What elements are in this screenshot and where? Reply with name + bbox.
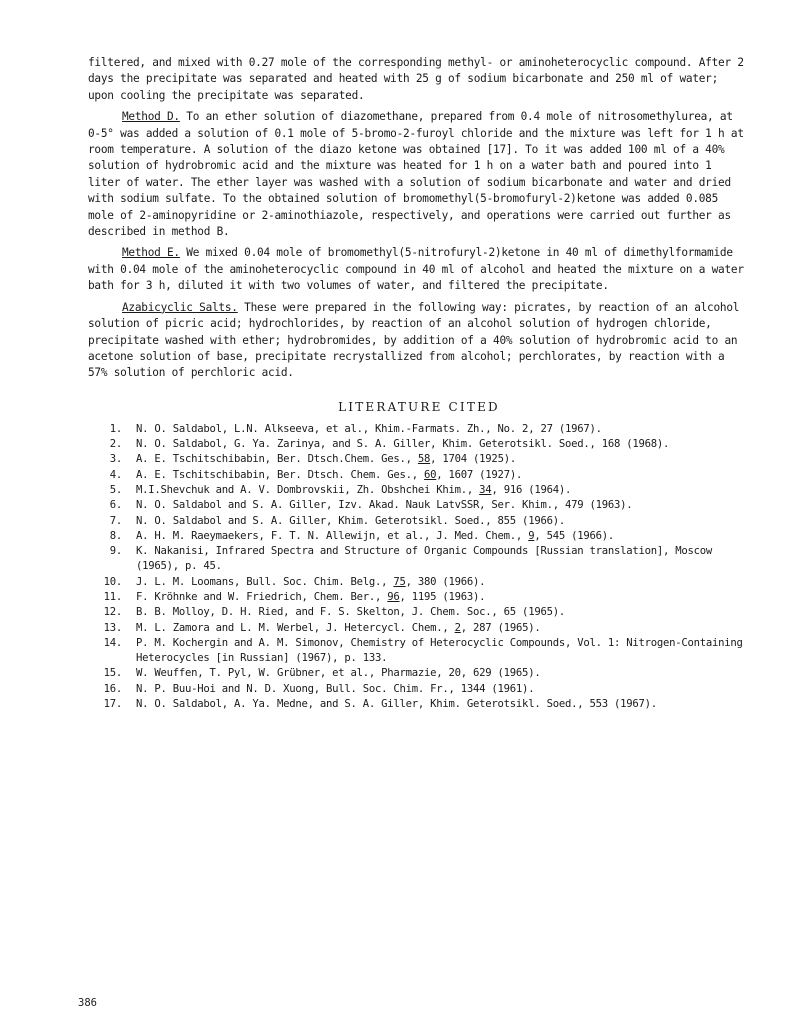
reference-text: N. O. Saldabol and S. A. Giller, Khim. Geterotsikl. Soed., 855 (1966). bbox=[136, 514, 565, 527]
reference-text-part: A. E. Tschitschibabin, Ber. Dtsch. Chem. Ges., bbox=[136, 468, 425, 481]
paragraph-azabicyclic-salts bbox=[88, 300, 750, 382]
reference-item bbox=[88, 575, 750, 590]
method-e-heading: Method E. bbox=[122, 246, 180, 260]
reference-volume: 75 bbox=[393, 575, 406, 588]
reference-number: 2. bbox=[109, 438, 122, 451]
page-body bbox=[88, 55, 750, 712]
reference-text: N. O. Saldabol and S. A. Giller, Izv. Akad. Nauk LatvSSR, Ser. Khim., 479 (1963). bbox=[136, 499, 633, 512]
reference-item bbox=[88, 483, 750, 498]
reference-text-part: A. H. M. Raeymaekers, F. T. N. Allewijn, et al., J. Med. Chem., bbox=[136, 529, 529, 542]
reference-volume: 2 bbox=[454, 621, 461, 634]
paragraph-text: We mixed 0.04 mole of bromomethyl(5-nitrofuryl-2)ketone in 40 ml of dimethylformamide with 0.04 mole of the aminoheterocyclic compound in 40 ml of alcohol and heated the mixture on a water bath for 3 h, diluted it with two volumes of water, and filtered the precipitate. bbox=[88, 246, 744, 293]
reference-item bbox=[88, 529, 750, 544]
reference-text: N. O. Saldabol, A. Ya. Medne, and S. A. Giller, Khim. Geterotsikl. Soed., 553 (1967). bbox=[136, 698, 657, 711]
paragraph-text: These were prepared in the following way: picrates, by reaction of an alcohol solution of picric acid; hydrochlorides, by reaction of an alcohol solution of hydrogen chloride, precipitate washed with ether; hydrobromides, by addition of a 40% solution of hydrobromic acid to an acetone solution of base, precipitate recrystallized from alcohol; perchlorates, by reaction with a 57% solution of perchloric acid. bbox=[88, 300, 740, 380]
reference-text-part: , 1704 (1925). bbox=[430, 453, 516, 466]
reference-item bbox=[88, 636, 750, 667]
azabicyclic-salts-heading: Azabicyclic Salts. bbox=[122, 300, 238, 314]
reference-number: 14. bbox=[103, 636, 122, 649]
reference-number: 15. bbox=[103, 667, 122, 680]
reference-text: W. Weuffen, T. Pyl, W. Grübner, et al., Pharmazie, 20, 629 (1965). bbox=[136, 667, 541, 680]
reference-text bbox=[136, 590, 750, 605]
literature-cited-heading: LITERATURE CITED bbox=[338, 399, 500, 414]
reference-item bbox=[88, 468, 750, 483]
reference-number: 1. bbox=[109, 422, 122, 435]
reference-text-part: M. L. Zamora and L. M. Werbel, J. Hetercycl. Chem., bbox=[136, 621, 455, 634]
reference-number: 9. bbox=[109, 545, 122, 558]
reference-number: 4. bbox=[109, 468, 122, 481]
reference-volume: 60 bbox=[424, 468, 437, 481]
reference-volume: 34 bbox=[479, 483, 492, 496]
paragraph-text: To an ether solution of diazomethane, prepared from 0.4 mole of nitrosomethylurea, at 0-5° was added a solution of 0.1 mole of 5-bromo-2-furoyl chloride and the mixture was left for 1 h at room temperature. A solution of the diazo ketone was obtained [17]. To it was added 100 ml of a 40% solution of hydrobromic acid and the mixture was heated for 1 h on a water bath and poured into 1 liter of water. The ether layer was washed with a solution of sodium bicarbonate and water and dried with sodium sulfate. To the obtained solution of bromomethyl(5-bromofuryl-2)ketone was added 0.085 mole of 2-aminopyridine or 2-aminothiazole, respectively, and operations were carried out further as described in method B. bbox=[88, 110, 744, 239]
reference-text-part: , 380 (1966). bbox=[405, 575, 486, 588]
reference-text: P. M. Kochergin and A. M. Simonov, Chemistry of Heterocyclic Compounds, Vol. 1: Nitrogen-Containing Heterocycles [in Russian] (1967), p. 133. bbox=[136, 636, 743, 665]
reference-volume: 58 bbox=[417, 453, 431, 466]
reference-volume: 9 bbox=[528, 529, 535, 542]
reference-item bbox=[88, 452, 750, 467]
reference-text-part: A. E. Tschitschibabin, Ber. Dtsch.Chem. Ges., bbox=[136, 453, 418, 466]
reference-list bbox=[88, 422, 750, 713]
reference-number: 3. bbox=[109, 453, 122, 466]
reference-text bbox=[136, 452, 750, 467]
reference-text: N. O. Saldabol, G. Ya. Zarinya, and S. A. Giller, Khim. Geterotsikl. Soed., 168 (1968). bbox=[136, 438, 670, 451]
reference-number: 13. bbox=[103, 621, 122, 634]
reference-text: N. P. Buu-Hoi and N. D. Xuong, Bull. Soc. Chim. Fr., 1344 (1961). bbox=[136, 682, 535, 695]
reference-number: 11. bbox=[103, 590, 122, 603]
reference-item bbox=[88, 682, 750, 697]
reference-text bbox=[136, 483, 750, 498]
reference-number: 17. bbox=[103, 698, 122, 711]
reference-text-part: , 287 (1965). bbox=[460, 621, 541, 634]
reference-text-part: , 1195 (1963). bbox=[399, 590, 486, 603]
page-number: 386 bbox=[78, 997, 97, 1009]
reference-text-part: F. Kröhnke and W. Friedrich, Chem. Ber., bbox=[136, 590, 388, 603]
reference-text: B. B. Molloy, D. H. Ried, and F. S. Skelton, J. Chem. Soc., 65 (1965). bbox=[136, 606, 565, 619]
reference-number: 5. bbox=[109, 483, 122, 496]
reference-text-part: , 1607 (1927). bbox=[436, 468, 523, 481]
reference-text-part: , 545 (1966). bbox=[534, 529, 615, 542]
reference-text-part: , 916 (1964). bbox=[491, 483, 572, 496]
reference-number: 8. bbox=[109, 529, 122, 542]
paragraph-method-e bbox=[88, 245, 750, 294]
reference-item bbox=[88, 605, 750, 620]
reference-item bbox=[88, 514, 750, 529]
reference-text bbox=[136, 468, 750, 483]
paragraph-method-d bbox=[88, 109, 750, 240]
method-d-heading: Method D. bbox=[122, 110, 180, 124]
reference-item bbox=[88, 437, 750, 452]
reference-number: 7. bbox=[109, 514, 122, 527]
reference-number: 16. bbox=[103, 682, 122, 695]
reference-text: N. O. Saldabol, L.N. Alkseeva, et al., Khim.-Farmats. Zh., No. 2, 27 (1967). bbox=[136, 422, 602, 435]
reference-text-part: J. L. M. Loomans, Bull. Soc. Chim. Belg., bbox=[136, 575, 394, 588]
reference-item bbox=[88, 621, 750, 636]
reference-number: 12. bbox=[103, 606, 122, 619]
reference-item bbox=[88, 498, 750, 513]
reference-text bbox=[136, 621, 750, 636]
paragraph-continued bbox=[88, 55, 750, 104]
reference-item bbox=[88, 422, 750, 437]
reference-text: K. Nakanisi, Infrared Spectra and Structure of Organic Compounds [Russian translation], Moscow (1965), p. 45. bbox=[136, 545, 713, 573]
reference-number: 6. bbox=[109, 499, 122, 512]
reference-text bbox=[136, 575, 750, 590]
reference-item bbox=[88, 666, 750, 681]
reference-number: 10. bbox=[103, 575, 122, 588]
reference-item bbox=[88, 697, 750, 712]
paragraph-text: filtered, and mixed with 0.27 mole of the corresponding methyl- or aminoheterocyclic compound. After 2 days the precipitate was separated and heated with 25 g of sodium bicarbonate and 250 ml of water; upon cooling the precipitate was separated. bbox=[88, 56, 744, 102]
reference-item bbox=[88, 544, 750, 575]
reference-volume: 96 bbox=[387, 590, 400, 603]
reference-text-part: M.I.Shevchuk and A. V. Dombrovskii, Zh. Obshchei Khim., bbox=[136, 483, 480, 496]
reference-text bbox=[136, 529, 750, 544]
reference-item bbox=[88, 590, 750, 605]
